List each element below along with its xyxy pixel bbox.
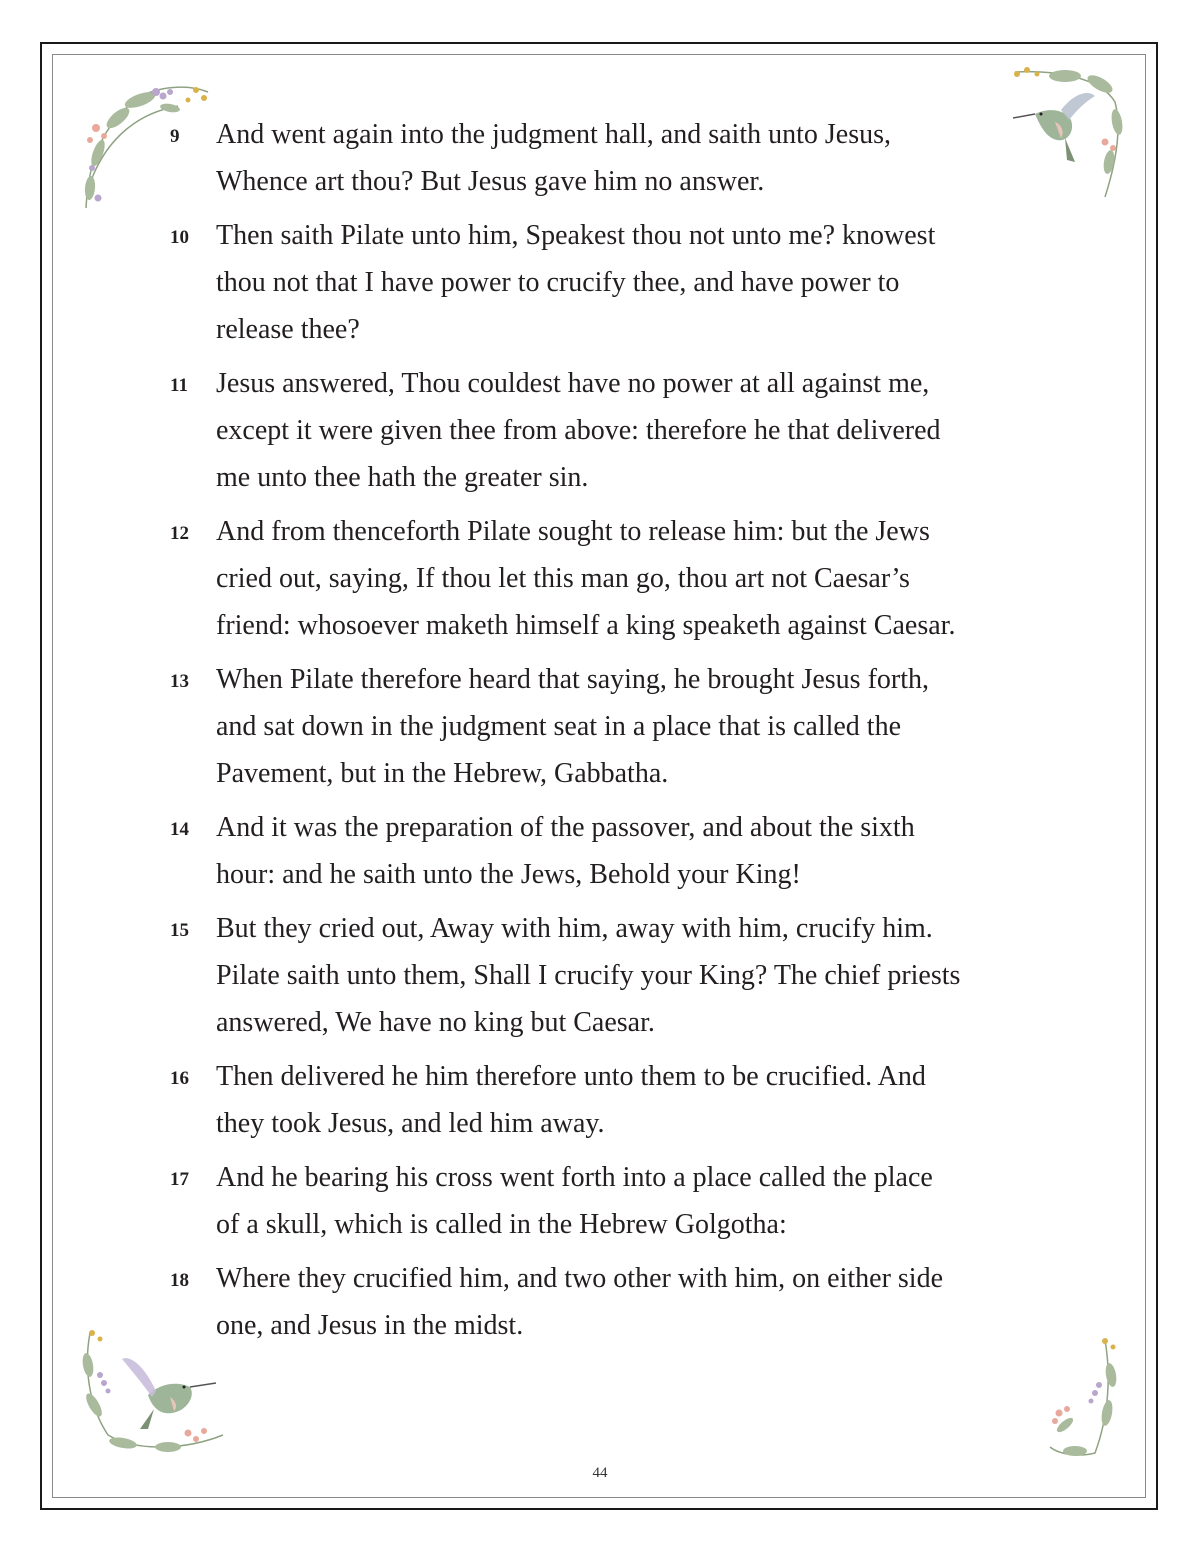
verse-number: 12 bbox=[170, 523, 189, 544]
verse-text: But they cried out, Away with him, away with him, crucify him. Pilate saith unto them, Shall I crucify your King? The chief priests answered, We have no king but Caesar. bbox=[216, 913, 961, 1038]
verse-item bbox=[170, 656, 1040, 797]
verse-number: 16 bbox=[170, 1068, 189, 1089]
verse-item bbox=[170, 508, 1040, 649]
verse-item bbox=[170, 111, 1040, 205]
verse-text: And went again into the judgment hall, and saith unto Jesus, Whence art thou? But Jesus gave him no answer. bbox=[216, 119, 892, 197]
verse-text: And from thenceforth Pilate sought to release him: but the Jews cried out, saying, If thou let this man go, thou art not Caesar’s friend: whosoever maketh himself a king speaketh against Caesar. bbox=[216, 516, 956, 641]
verse-text: And it was the preparation of the passover, and about the sixth hour: and he saith unto the Jews, Behold your King! bbox=[216, 812, 915, 890]
verse-item bbox=[170, 905, 1040, 1046]
verse-text: Then delivered he him therefore unto them to be crucified. And they took Jesus, and led him away. bbox=[216, 1061, 926, 1139]
floral-corner-icon bbox=[1045, 1335, 1125, 1460]
verse-item bbox=[170, 1053, 1040, 1147]
verse-item bbox=[170, 804, 1040, 898]
verse-text: Jesus answered, Thou couldest have no power at all against me, except it were given thee from above: therefore he that delivered me unto thee hath the greater sin. bbox=[216, 368, 941, 493]
verse-number: 15 bbox=[170, 920, 189, 941]
verse-number: 11 bbox=[170, 375, 188, 396]
verse-text: Where they crucified him, and two other with him, on either side one, and Jesus in the midst. bbox=[216, 1263, 944, 1341]
verse-number: 13 bbox=[170, 671, 189, 692]
verse-item bbox=[170, 1255, 1040, 1349]
verse-number: 18 bbox=[170, 1270, 189, 1291]
verse-number: 14 bbox=[170, 819, 189, 840]
verse-item bbox=[170, 1154, 1040, 1248]
verse-number: 17 bbox=[170, 1169, 189, 1190]
verse-text: When Pilate therefore heard that saying, he brought Jesus forth, and sat down in the judgment seat in a place that is called the Pavement, but in the Hebrew, Gabbatha. bbox=[216, 664, 930, 789]
verse-list bbox=[170, 111, 1040, 1356]
verse-item bbox=[170, 360, 1040, 501]
verse-number: 10 bbox=[170, 227, 189, 248]
page-number: 44 bbox=[592, 1465, 608, 1481]
verse-text: Then saith Pilate unto him, Speakest thou not unto me? knowest thou not that I have power to crucify thee, and have power to release thee? bbox=[216, 220, 936, 345]
verse-number: 9 bbox=[170, 126, 180, 147]
verse-text: And he bearing his cross went forth into a place called the place of a skull, which is called in the Hebrew Golgotha: bbox=[216, 1162, 933, 1240]
verse-item bbox=[170, 212, 1040, 353]
